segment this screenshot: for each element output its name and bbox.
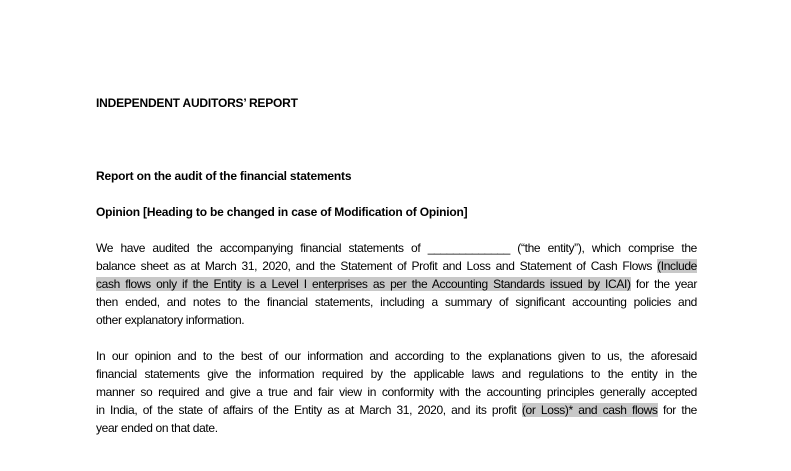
text-span: in India, of the state of affairs of the Entity as at March 31, 2020, and its profit: [96, 403, 522, 417]
text-span: for the year: [630, 277, 697, 291]
text-line: manner so required and give a true and fair view in conformity with the accounting principles generally accepted: [96, 385, 697, 399]
highlighted-text: (or Loss)* and cash flows: [521, 403, 658, 417]
text-line: [96, 401, 697, 419]
text-span: balance sheet as at March 31, 2020, and the Statement of Profit and Loss and Statement of Cash Flows: [96, 259, 658, 273]
text-line: then ended, and notes to the financial statements, including a summary of significant accounting policies and: [96, 295, 697, 309]
report-title: INDEPENDENT AUDITORS’ REPORT: [96, 96, 298, 110]
text-line: year ended on that date.: [96, 421, 218, 435]
text-line: [96, 275, 697, 293]
highlighted-text: (Include: [657, 259, 697, 273]
text-line: financial statements give the information required by the applicable laws and regulations to the entity in the: [96, 367, 697, 381]
highlighted-text: cash flows only if the Entity is a Level I enterprises as per the Accounting Standards issued by ICAI): [96, 277, 631, 291]
text-line: We have audited the accompanying financial statements of _____________ (“the entity”), which comprise the: [96, 241, 697, 255]
opinion-heading: Opinion [Heading to be changed in case of Modification of Opinion]: [96, 205, 468, 219]
text-line: In our opinion and to the best of our information and according to the explanations given to us, the aforesaid: [96, 349, 697, 363]
text-span: for the: [657, 403, 697, 417]
paragraph-scope: [96, 239, 697, 329]
text-line: other explanatory information.: [96, 313, 245, 327]
section-heading: Report on the audit of the financial statements: [96, 169, 352, 183]
paragraph-opinion: [96, 347, 697, 437]
text-line: [96, 257, 697, 275]
